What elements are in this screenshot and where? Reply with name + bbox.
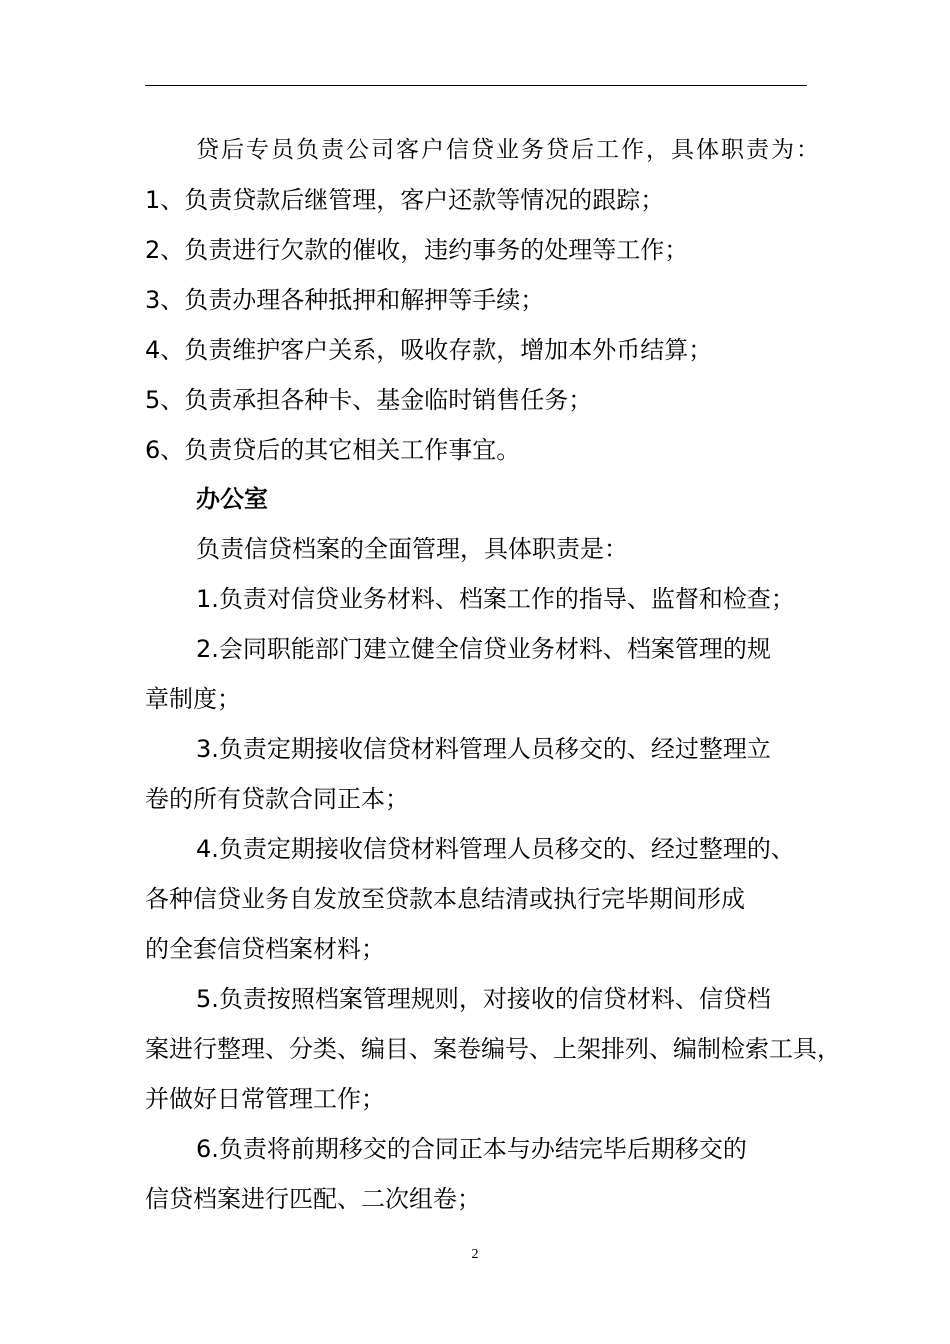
office-item-2-cont: 章制度； — [145, 685, 241, 713]
duty-item-4: 4、负责维护客户关系，吸收存款，增加本外币结算； — [145, 336, 713, 364]
duty-item-1: 1、负责贷款后继管理，客户还款等情况的跟踪； — [145, 186, 665, 214]
office-item-2: 2.会同职能部门建立健全信贷业务材料、档案管理的规 — [196, 635, 771, 663]
page-number: 2 — [471, 1247, 479, 1262]
office-heading: 办公室 — [196, 485, 268, 513]
office-item-3-cont: 卷的所有贷款合同正本； — [145, 785, 409, 813]
office-item-4-cont: 各种信贷业务自发放至贷款本息结清或执行完毕期间形成 — [145, 885, 745, 913]
office-item-3: 3.负责定期接收信贷材料管理人员移交的、经过整理立 — [196, 735, 771, 763]
header-rule — [145, 85, 807, 86]
office-item-6-cont: 信贷档案进行匹配、二次组卷； — [145, 1185, 481, 1213]
duty-item-6: 6、负责贷后的其它相关工作事宜。 — [145, 436, 521, 464]
office-item-5-cont: 案进行整理、分类、编目、案卷编号、上架排列、编制检索工具， — [145, 1035, 841, 1063]
office-item-4-cont-2: 的全套信贷档案材料； — [145, 935, 385, 963]
office-item-6: 6.负责将前期移交的合同正本与办结完毕后期移交的 — [196, 1135, 747, 1163]
office-item-4: 4.负责定期接收信贷材料管理人员移交的、经过整理的、 — [196, 835, 795, 863]
office-item-1: 1.负责对信贷业务材料、档案工作的指导、监督和检查； — [196, 585, 795, 613]
intro-paragraph: 贷后专员负责公司客户信贷业务贷后工作，具体职责为： — [196, 137, 821, 163]
duty-item-3: 3、负责办理各种抵押和解押等手续； — [145, 286, 545, 314]
office-item-5: 5.负责按照档案管理规则，对接收的信贷材料、信贷档 — [196, 985, 771, 1013]
office-intro: 负责信贷档案的全面管理，具体职责是： — [196, 535, 628, 563]
duty-item-5: 5、负责承担各种卡、基金临时销售任务； — [145, 386, 593, 414]
duty-item-2: 2、负责进行欠款的催收，违约事务的处理等工作； — [145, 236, 689, 264]
office-item-5-cont-2: 并做好日常管理工作； — [145, 1085, 385, 1113]
